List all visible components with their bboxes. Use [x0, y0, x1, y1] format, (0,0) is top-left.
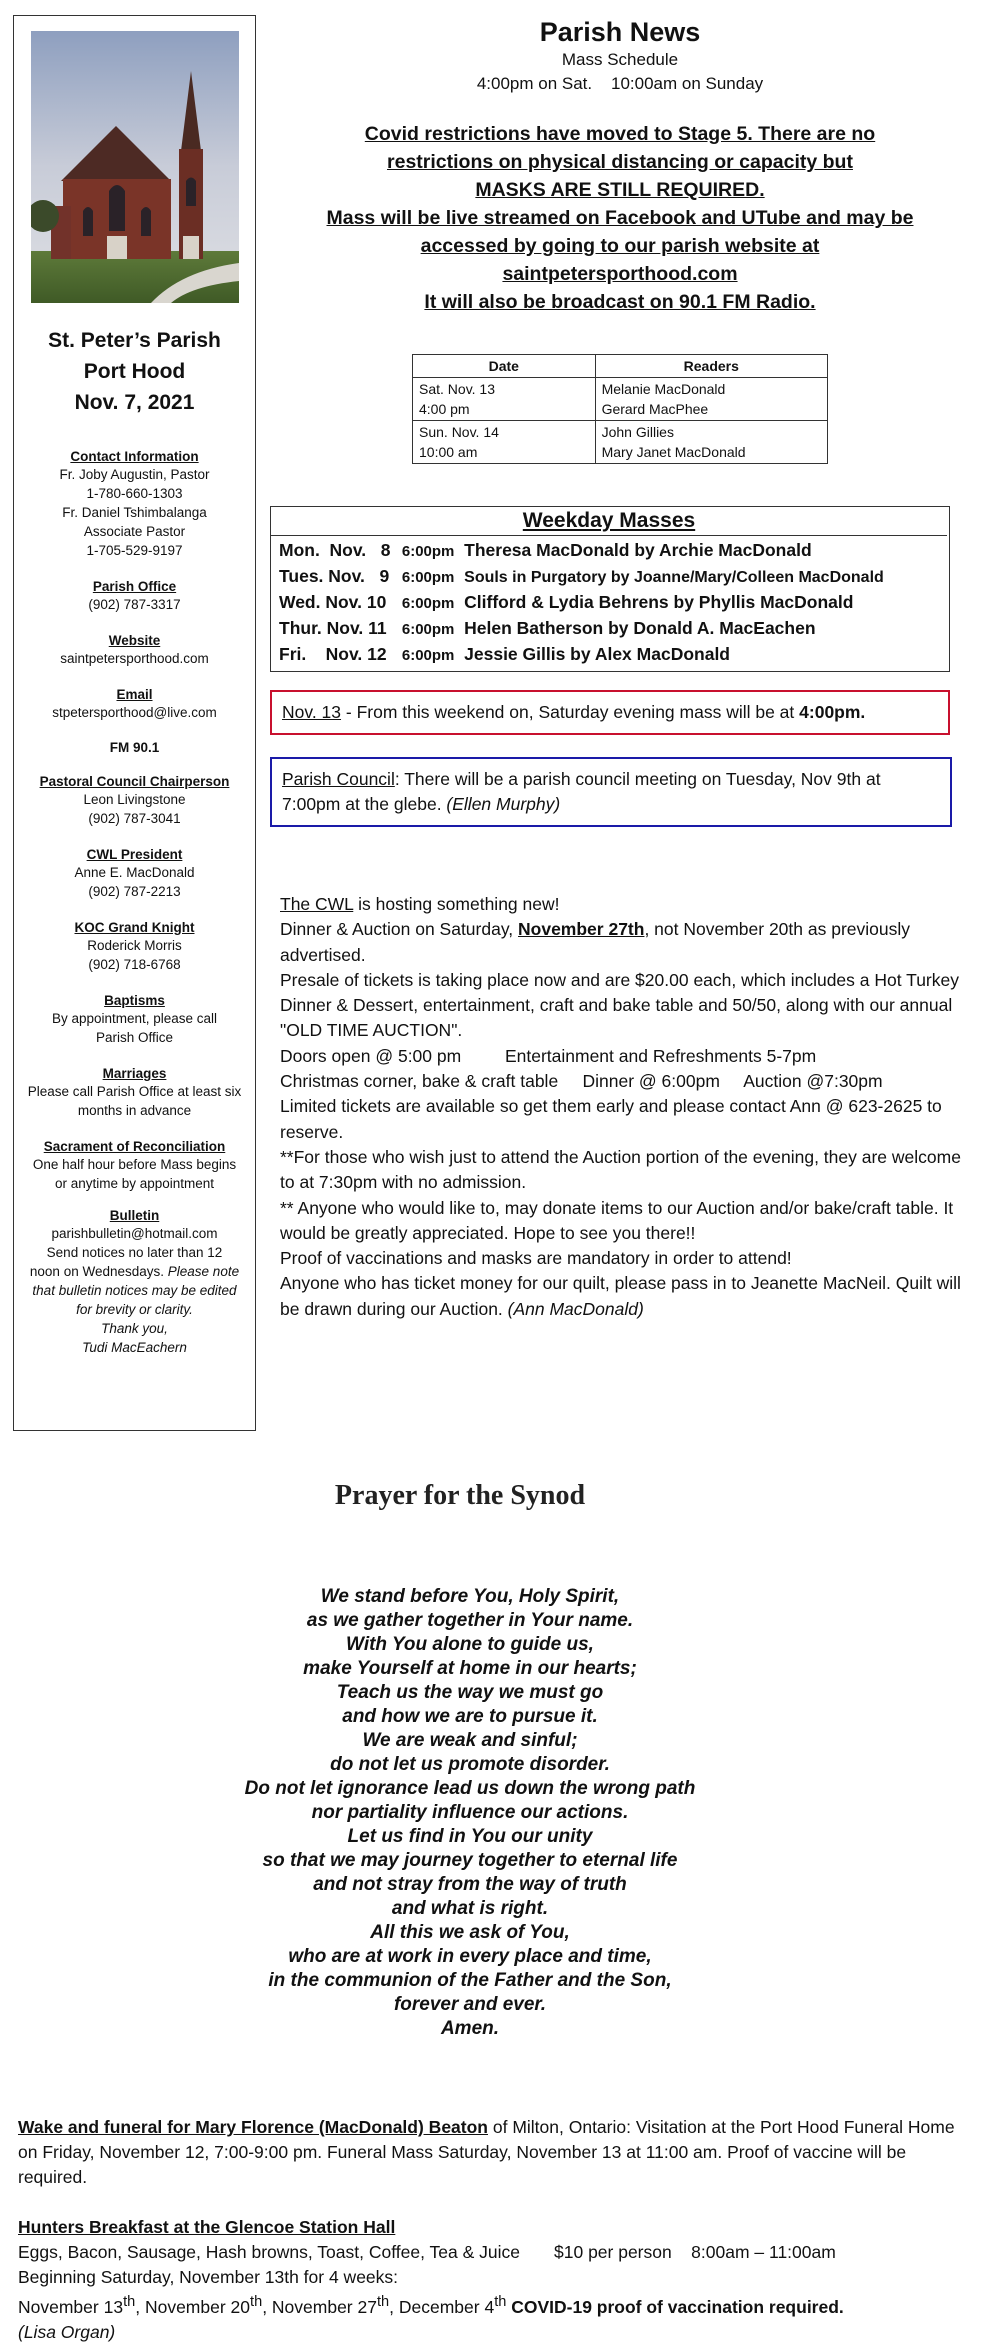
koc-line: (902) 718-6768 — [88, 957, 181, 972]
bulletin-note: for brevity or clarity. — [76, 1302, 193, 1317]
breakfast-menu: Eggs, Bacon, Sausage, Hash browns, Toast, Coffee, Tea & Juice $10 per person 8:00am – 11:00am — [18, 2242, 836, 2262]
contact-line: 1-705-529-9197 — [86, 543, 183, 558]
prayer-line: With You alone to guide us, — [346, 1634, 594, 1655]
ordinal: th — [123, 2294, 136, 2310]
cwl-proof: Proof of vaccinations and masks are mandatory in order to attend! — [280, 1248, 792, 1269]
bulletin-line: Send notices no later than 12 — [46, 1245, 223, 1260]
reader-name: Melanie MacDonald — [601, 381, 726, 397]
funeral-label: Wake and funeral for Mary Florence (MacDonald) Beaton — [18, 2117, 488, 2137]
prayer-line: and not stray from the way of truth — [313, 1874, 627, 1895]
email-title: Email — [116, 687, 153, 702]
contact-title: Contact Information — [70, 449, 199, 464]
bulletin-editor: Tudi MacEachern — [82, 1340, 187, 1355]
funeral-notice — [18, 2115, 968, 2190]
marriages-title: Marriages — [102, 1066, 167, 1081]
time-line: 4:00 pm — [419, 401, 470, 417]
reader-date — [413, 421, 596, 464]
fm-radio: FM 90.1 — [109, 740, 160, 755]
bulletin-thanks: Thank you, — [101, 1321, 168, 1336]
church-photo — [31, 31, 239, 303]
cwl-event-date: November 27th — [518, 919, 645, 940]
cwl-tickets: Limited tickets are available so get them early and please contact Ann @ 623-2625 to reserve. — [280, 1096, 942, 1142]
bulletin-email[interactable]: parishbulletin@hotmail.com — [51, 1226, 218, 1241]
list-item — [271, 564, 949, 590]
contact-line: 1-780-660-1303 — [86, 486, 183, 501]
covid-line: MASKS ARE STILL REQUIRED. — [475, 179, 765, 201]
prayer-line: do not let us promote disorder. — [330, 1754, 610, 1775]
list-item — [271, 642, 949, 668]
mass-day: Tues. Nov. 9 — [279, 566, 390, 586]
mass-day: Mon. Nov. 8 — [279, 540, 391, 560]
cwl-quilt — [280, 1271, 970, 1322]
reader-names — [595, 421, 827, 464]
prayer-line: so that we may journey together to eternal life — [262, 1850, 678, 1871]
cwl-intro-text: is hosting something new! — [353, 894, 560, 914]
covid-line: Mass will be live streamed on Facebook and UTube and may be — [326, 207, 914, 229]
bulletin-date: Nov. 7, 2021 — [74, 391, 195, 414]
breakfast-dates — [18, 2290, 968, 2320]
covid-line: It will also be broadcast on 90.1 FM Radio. — [424, 291, 816, 313]
cwl-line: Anne E. MacDonald — [74, 865, 195, 880]
cwl-quilt-text: Anyone who has ticket money for our quilt, please pass in to Jeanette MacNeil. Quilt will be drawn during our Auction. — [280, 1273, 961, 1319]
council-line: (902) 787-3041 — [88, 811, 181, 826]
bulletin-line — [14, 1262, 255, 1281]
bulletin-deadline: noon on Wednesdays. — [29, 1264, 165, 1279]
prayer-line: Do not let ignorance lead us down the wrong path — [244, 1778, 696, 1799]
covid-notice — [270, 120, 970, 316]
list-item — [271, 590, 949, 616]
baptisms-line: By appointment, please call — [51, 1011, 218, 1026]
cwl-presale: Presale of tickets is taking place now and are $20.00 each, which includes a Hot Turkey Dinner & Dessert, entertainment, craft and bake table and 50/50, along with our annual "OLD TIME AUCTION". — [280, 969, 959, 1041]
prayer-line: Teach us the way we must go — [336, 1682, 604, 1703]
covid-website-link[interactable]: saintpetersporthood.com — [502, 263, 738, 285]
covid-line: accessed by going to our parish website at — [420, 235, 820, 257]
sidebar — [13, 15, 256, 1431]
reader-name: Gerard MacPhee — [601, 401, 709, 417]
reconciliation-line: or anytime by appointment — [54, 1176, 215, 1191]
date-line: Sun. Nov. 14 — [419, 424, 499, 440]
reconciliation-line: One half hour before Mass begins — [32, 1157, 237, 1172]
parish-name-line: St. Peter’s Parish — [48, 329, 221, 352]
cwl-schedule: Christmas corner, bake & craft table Dinner @ 6:00pm Auction @7:30pm — [280, 1071, 883, 1092]
cwl-auction-only: **For those who wish just to attend the Auction portion of the evening, they are welcome to at 7:30pm with no admission. — [280, 1146, 961, 1193]
prayer-line: who are at work in every place and time, — [288, 1946, 652, 1967]
column-header: Readers — [595, 355, 827, 378]
prayer-line: and what is right. — [391, 1898, 549, 1919]
table-row — [413, 378, 828, 421]
contact-line: Associate Pastor — [83, 524, 186, 539]
prayer-line: nor partiality influence our actions. — [311, 1802, 629, 1823]
bulletin-note: that bulletin notices may be edited — [32, 1283, 237, 1298]
breakfast-date: , November 20 — [135, 2296, 251, 2317]
cwl-announcement — [270, 892, 970, 1322]
mass-intention: Clifford & Lydia Behrens by Phyllis MacDonald — [464, 592, 854, 612]
main-column — [270, 15, 970, 1322]
reconciliation-title: Sacrament of Reconciliation — [43, 1139, 226, 1154]
prayer-line: Let us find in You our unity — [347, 1826, 593, 1847]
prayer-line: and how we are to pursue it. — [342, 1706, 598, 1727]
mass-intention: Theresa MacDonald by Archie MacDonald — [464, 540, 812, 560]
mass-day: Thur. Nov. 11 — [279, 618, 387, 638]
covid-line: Covid restrictions have moved to Stage 5. There are no — [364, 123, 876, 145]
cwl-label: The CWL — [280, 894, 354, 914]
mass-intention: Helen Batherson by Donald A. MacEachen — [464, 618, 816, 638]
office-phone: (902) 787-3317 — [88, 597, 181, 612]
cwl-line: (902) 787-2213 — [88, 884, 181, 899]
mass-time: 6:00pm — [401, 569, 455, 586]
notice-time: 4:00pm. — [799, 702, 866, 722]
mass-time: 6:00pm — [401, 595, 455, 612]
mass-schedule-times: 4:00pm on Sat. 10:00am on Sunday — [476, 74, 764, 93]
notice-label: Nov. 13 — [282, 702, 342, 722]
nov13-notice — [270, 690, 950, 735]
mass-day: Wed. Nov. 10 — [279, 592, 387, 612]
cwl-doors: Doors open @ 5:00 pm Entertainment and Refreshments 5-7pm — [280, 1045, 817, 1066]
council-title: Pastoral Council Chairperson — [39, 774, 230, 789]
mass-day: Fri. Nov. 12 — [279, 644, 387, 664]
prayer-line: forever and ever. — [393, 1994, 547, 2015]
table-header-row — [413, 355, 828, 378]
list-item — [271, 616, 949, 642]
reader-names — [595, 378, 827, 421]
bottom-notices — [18, 2115, 968, 2345]
notice-author: (Ellen Murphy) — [446, 794, 561, 814]
parish-name — [14, 325, 255, 418]
marriages-line: months in advance — [77, 1103, 192, 1118]
ordinal: th — [376, 2294, 390, 2310]
reader-name: John Gillies — [601, 424, 674, 440]
mass-intention: Souls in Purgatory by Joanne/Mary/Colleen MacDonald — [464, 569, 884, 586]
cwl-intro — [280, 892, 970, 917]
parish-location: Port Hood — [83, 360, 186, 383]
time-line: 10:00 am — [419, 444, 478, 460]
website-title: Website — [108, 633, 161, 648]
cwl-date — [280, 917, 970, 968]
date-line: Sat. Nov. 13 — [419, 381, 496, 397]
contact-line: Fr. Joby Augustin, Pastor — [59, 467, 210, 482]
reader-name: Mary Janet MacDonald — [601, 444, 746, 460]
ordinal: th — [250, 2294, 263, 2310]
mass-time: 6:00pm — [401, 621, 455, 638]
cwl-title: CWL President — [86, 847, 183, 862]
website-link[interactable]: saintpetersporthood.com — [60, 651, 209, 666]
cwl-author: (Ann MacDonald) — [507, 1298, 644, 1319]
baptisms-line: Parish Office — [95, 1030, 174, 1045]
mass-schedule-title: Mass Schedule — [561, 50, 679, 69]
breakfast-date: , November 27 — [262, 2296, 377, 2317]
mass-time: 6:00pm — [401, 543, 455, 560]
parish-council-notice — [270, 757, 952, 827]
covid-line: restrictions on physical distancing or capacity but — [387, 151, 853, 173]
reader-date — [413, 378, 596, 421]
breakfast-start: Beginning Saturday, November 13th for 4 weeks: — [18, 2267, 399, 2287]
page-title: Parish News — [539, 17, 701, 47]
koc-line: Roderick Morris — [87, 938, 182, 953]
baptisms-title: Baptisms — [104, 993, 165, 1008]
office-title: Parish Office — [92, 579, 177, 594]
funeral-text: of Milton, Ontario: Visitation at the Port Hood Funeral Home on Friday, November 12, 7:00-9:00 pm. Funeral Mass Saturday, November 13 at 11:00 am. Proof of vaccine will be required. — [18, 2117, 955, 2187]
mass-time: 6:00pm — [401, 647, 455, 664]
prayer-title: Prayer for the Synod — [334, 1480, 586, 1511]
bulletin-title: Bulletin — [109, 1208, 160, 1223]
prayer-line: make Yourself at home in our hearts; — [303, 1658, 637, 1679]
council-line: Leon Livingstone — [83, 792, 186, 807]
prayer-line: in the communion of the Father and the Son, — [268, 1970, 672, 1991]
prayer-line: as we gather together in Your name. — [306, 1610, 634, 1631]
breakfast-title: Hunters Breakfast at the Glencoe Station Hall — [18, 2217, 396, 2237]
prayer-text — [0, 1585, 940, 2041]
notice-label: Parish Council — [282, 769, 395, 789]
contact-line: Fr. Daniel Tshimbalanga — [62, 505, 207, 520]
prayer-line: Amen. — [440, 2018, 500, 2039]
bulletin-note: Please note — [167, 1264, 240, 1279]
list-item — [271, 538, 949, 564]
breakfast-date: , December 4 — [389, 2296, 495, 2317]
notice-text: : There will be a parish council meeting on Tuesday, Nov 9th at 7:00pm at the glebe. — [282, 769, 881, 814]
email-link[interactable]: stpetersporthood@live.com — [52, 705, 217, 720]
notice-text: - From this weekend on, Saturday evening mass will be at — [341, 702, 800, 722]
cwl-donate: ** Anyone who would like to, may donate items to our Auction and/or bake/craft table. It would be greatly appreciated. Hope to see you there!! — [280, 1197, 954, 1243]
readers-table — [412, 354, 828, 464]
weekday-masses-box — [270, 506, 950, 672]
weekday-masses-title: Weekday Masses — [271, 507, 947, 536]
cwl-text: Dinner & Auction on Saturday, — [280, 919, 519, 940]
column-header: Date — [413, 355, 596, 378]
prayer-line: All this we ask of You, — [370, 1922, 570, 1943]
koc-title: KOC Grand Knight — [74, 920, 195, 935]
breakfast-covid: COVID-19 proof of vaccination required. — [506, 2296, 844, 2317]
cwl-text: , not November 20th as previously advertised. — [280, 919, 911, 965]
ordinal: th — [494, 2294, 507, 2310]
prayer-line: We are weak and sinful; — [362, 1730, 578, 1751]
marriages-line: Please call Parish Office at least six — [27, 1084, 242, 1099]
breakfast-date: November 13 — [18, 2296, 124, 2317]
table-row — [413, 421, 828, 464]
mass-intention: Jessie Gillis by Alex MacDonald — [464, 644, 730, 664]
breakfast-author: (Lisa Organ) — [18, 2321, 116, 2342]
prayer-line: We stand before You, Holy Spirit, — [320, 1586, 620, 1607]
